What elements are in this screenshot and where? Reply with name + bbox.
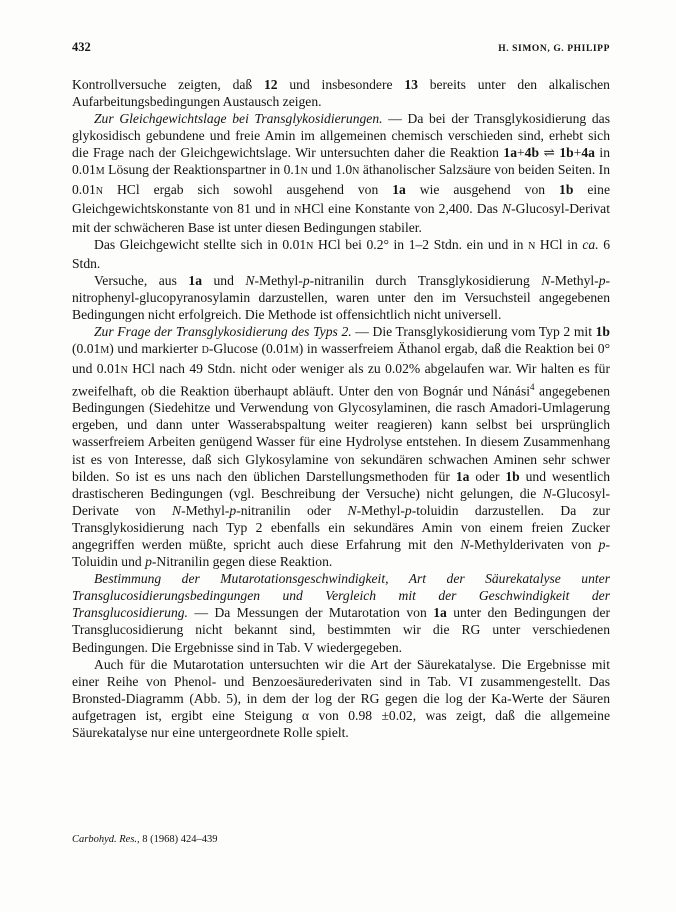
footer-journal: Carbohyd. Res., [72,834,140,845]
page-number: 432 [72,40,91,54]
footer-volume: 8 (1968) 424–439 [142,834,218,845]
paragraph: Kontrollversuche zeigten, daß 12 und insbesondere 13 bereits unter den alkalischen Aufarbeitungsbedingungen Austausch zeigen. [72,77,610,110]
paragraph: Zur Frage der Transglykosidierung des Typs 2. — Die Transglykosidierung vom Typ 2 mit 1b (0.01M) und markierter D-Glucose (0.01M) in wasserfreiem Äthanol ergab, daß die Reaktion bei 0° und 0.01N HCl nach 49 Stdn. nicht oder weniger als zu 0.02% abgelaufen war. Wir halten es für zweifelhaft, ob die Reaktion überhaupt abläuft. Unter den von Bognár und Nánási$^4$ angegebenen Bedingungen (Siedehitze und Verwendung von Glycosylaminen, die rasch Amadori-Umlagerung ergeben, und dann unter Wasserabspaltung weiter reagieren) kann selbst bei ursprünglich wasserfreiem Arbeiten genügend Wasser für eine Hydrolyse entstehen. In diesem Zusammenhang ist es von Interesse, daß sich Glykosylamine von sekundären schwachen Aminen sehr schwer bilden. So ist es uns nach den üblichen Darstellungsmethoden für 1a oder 1b und wesentlich drastischeren Bedingungen (vgl. Beschreibung der Versuche) nicht gelungen, die N-Glucosyl-Derivate von N-Methyl-p-nitranilin oder N-Methyl-p-toluidin darzustellen. Da zur Transglykosidierung nach Typ 2 ebenfalls ein sekundäres Amin von einem freien Zucker angegriffen werden müßte, spricht auch diese Erfahrung mit den N-Methylderivaten von p-Toluidin und p-Nitranilin gegen diese Reaktion. [72,324,611,570]
paragraph: Auch für die Mutarotation untersuchten wir die Art der Säurekatalyse. Die Ergebnisse mit einer Reihe von Phenol- und Benzoesäurederivaten sind in Tab. VI zusammengestellt. Das Bronsted-Diagramm (Abb. 5), in dem der log der RG gegen die log der Ka-Werte der Säuren aufgetragen ist, ergibt eine Steigung α von 0.98 ±0.02, was zeigt, daß die allgemeine Säurekatalyse nur eine untergeordnete Rolle spielt. [72,656,610,740]
running-head [72,40,610,64]
footer-citation [72,834,218,845]
body-text [72,76,610,741]
paragraph: Das Gleichgewicht stellte sich in 0.01N HCl bei 0.2° in 1–2 Stdn. ein und in N HCl in ca. 6 Stdn. [72,236,610,271]
paragraph: Versuche, aus 1a und N-Methyl-p-nitranilin durch Transglykosidierung N-Methyl-p-nitrophenyl-glucopyranosylamin darzustellen, waren unter den im Versuchsteil angegebenen Bedingungen nicht erfolgreich. Die Methode ist offensichtlich nicht universell. [72,273,611,323]
running-head-authors: H. SIMON, G. PHILIPP [498,44,610,54]
paragraph: Zur Gleichgewichtslage bei Transglykosidierungen. — Da bei der Transglykosidierung das glykosidisch gebundene und freie Amin im allgemeinen chemisch verschieden sind, erhebt sich die Frage nach der Gleichgewichtslage. Wir untersuchten daher die Reaktion 1a+4b ⇌ 1b+4a in 0.01M Lösung der Reaktionspartner in 0.1N und 1.0N äthanolischer Salzsäure von beiden Seiten. In 0.01N HCl ergab sich sowohl ausgehend von 1a wie ausgehend von 1b eine Gleichgewichtskonstante von 81 und in NHCl eine Konstante von 2,400. Das N-Glucosyl-Derivat mit der schwächeren Base ist unter diesen Bedingungen stabiler. [72,111,610,235]
paragraph: Bestimmung der Mutarotationsgeschwindigkeit, Art der Säurekatalyse unter Transglucosidierungsbedingungen und Vergleich mit der Geschwindigkeit der Transglucosidierung. — Da Messungen der Mutarotation von 1a unter den Bedingungen der Transglucosidierung nicht bekannt sind, bestimmten wir die RG unter verschiedenen Bedingungen. Die Ergebnisse sind in Tab. V wiedergegeben. [72,571,610,655]
